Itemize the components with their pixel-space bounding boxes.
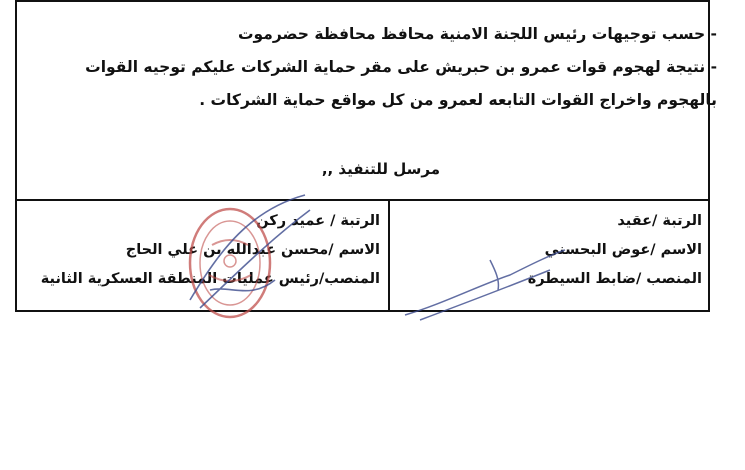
right-name: الاسم /عوض البحسني — [544, 242, 702, 258]
left-position: المنصب/رئيس عمليات المنطقة العسكرية الثانية — [40, 271, 380, 287]
send-for-execution-note: مرسل للتنفيذ ,, — [321, 160, 440, 178]
vertical-divider — [388, 199, 390, 310]
signature-block-right — [396, 207, 702, 294]
horizontal-divider — [15, 199, 710, 201]
body-line-2: - نتيجة لهجوم قوات عمرو بن حبريش على مقر حماية الشركات عليكم توجيه القوات — [85, 58, 717, 76]
body-line-1: - حسب توجيهات رئيس اللجنة الامنية محافظ محافظة حضرموت — [237, 25, 717, 43]
left-name: الاسم /محسن عبدالله بن علي الحاج — [125, 242, 380, 258]
body-line-3: بالهجوم واخراج القوات التابعه لعمرو من كل مواقع حماية الشركات . — [199, 91, 717, 109]
left-rank: الرتبة / عميد ركن — [256, 213, 380, 229]
right-position: المنصب /ضابط السيطرة — [527, 271, 702, 287]
official-seal-stamp — [187, 205, 273, 321]
document-body — [40, 18, 717, 117]
right-rank: الرتبة /عقيد — [617, 213, 702, 229]
